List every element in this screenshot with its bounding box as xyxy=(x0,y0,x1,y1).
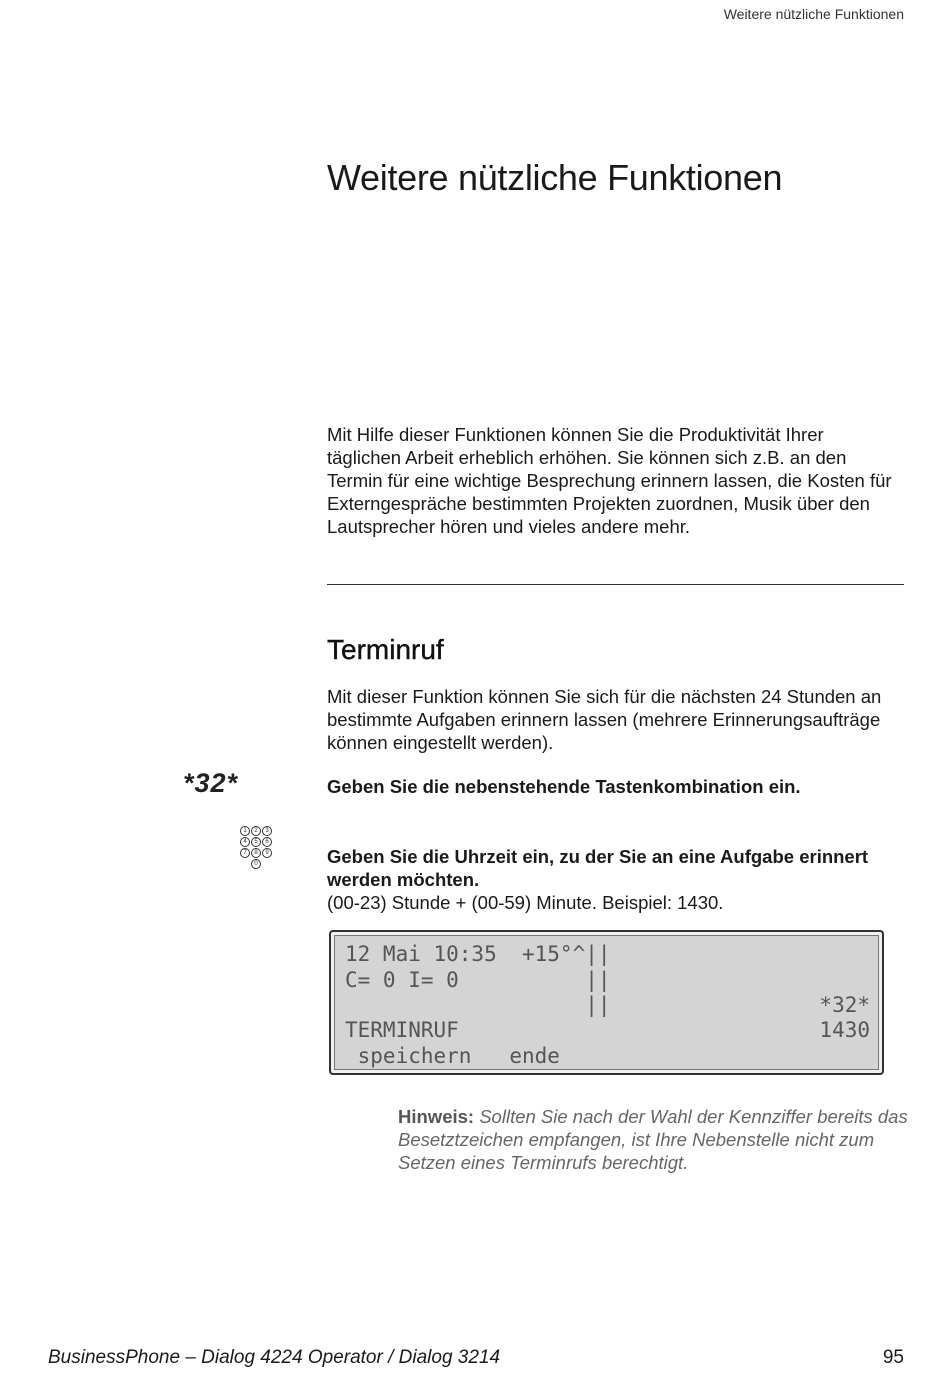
display-line-3: || xyxy=(345,993,611,1017)
step-enter-time-instruction: Geben Sie die Uhrzeit ein, zu der Sie an eine Aufgabe erinnert werden möchten. xyxy=(327,846,869,890)
footer-product: BusinessPhone – Dialog 4224 Operator / Dialog 3214 xyxy=(48,1347,501,1368)
keypad-key: 3 xyxy=(262,826,272,836)
display-line-2: C= 0 I= 0 || xyxy=(345,968,611,992)
section-intro: Mit dieser Funktion können Sie sich für die nächsten 24 Stunden an bestimmte Aufgaben erinnern lassen (mehrere Erinnerungsaufträge können eingestellt werden). xyxy=(327,686,882,753)
note xyxy=(398,1105,908,1174)
keypad-key: 6 xyxy=(262,837,272,847)
phone-display xyxy=(329,930,884,1075)
keypad-key: 0 xyxy=(251,859,261,869)
display-time: 1430 xyxy=(819,1018,870,1042)
display-line-4: TERMINRUF xyxy=(345,1018,459,1042)
keypad-key: 5 xyxy=(251,837,261,847)
keypad-key: 2 xyxy=(251,826,261,836)
note-label: Hinweis: xyxy=(398,1106,475,1127)
key-code-graphic: *32* xyxy=(183,768,239,798)
page-number: 95 xyxy=(882,1347,904,1368)
step-enter-time xyxy=(327,845,907,914)
section-divider xyxy=(327,584,904,585)
display-code: *32* xyxy=(819,993,870,1017)
running-header: Weitere nützliche Funktionen xyxy=(723,6,904,22)
keypad-key: 8 xyxy=(251,848,261,858)
page-title: Weitere nützliche Funktionen xyxy=(327,157,783,198)
keypad-icon xyxy=(240,826,280,870)
intro-paragraph: Mit Hilfe dieser Funktionen können Sie die Produktivität Ihrer täglichen Arbeit erheblich erhöhen. Sie können sich z.B. an den Termin für eine wichtige Besprechung erinnern lassen, die Kosten für Externgespräche bestimmten Projekten zuordnen, Musik über den Lautsprecher hören und vieles andere mehr. xyxy=(327,424,892,537)
keypad-key: 9 xyxy=(262,848,272,858)
display-line-1: 12 Mai 10:35 +15°^|| xyxy=(345,942,611,966)
keypad-key: 4 xyxy=(240,837,250,847)
display-softkeys: speichern ende xyxy=(345,1044,560,1068)
note-text: Sollten Sie nach der Wahl der Kennziffer bereits das Besetztzeichen empfangen, ist Ihre Nebenstelle nicht zum Setzen eines Terminrufs berechtigt. xyxy=(398,1106,908,1173)
keypad-key: 1 xyxy=(240,826,250,836)
keypad-key: 7 xyxy=(240,848,250,858)
step-enter-code: Geben Sie die nebenstehende Tastenkombination ein. xyxy=(327,776,801,797)
section-title: Terminruf xyxy=(327,634,444,665)
step-enter-time-format: (00-23) Stunde + (00-59) Minute. Beispiel: 1430. xyxy=(327,892,724,913)
